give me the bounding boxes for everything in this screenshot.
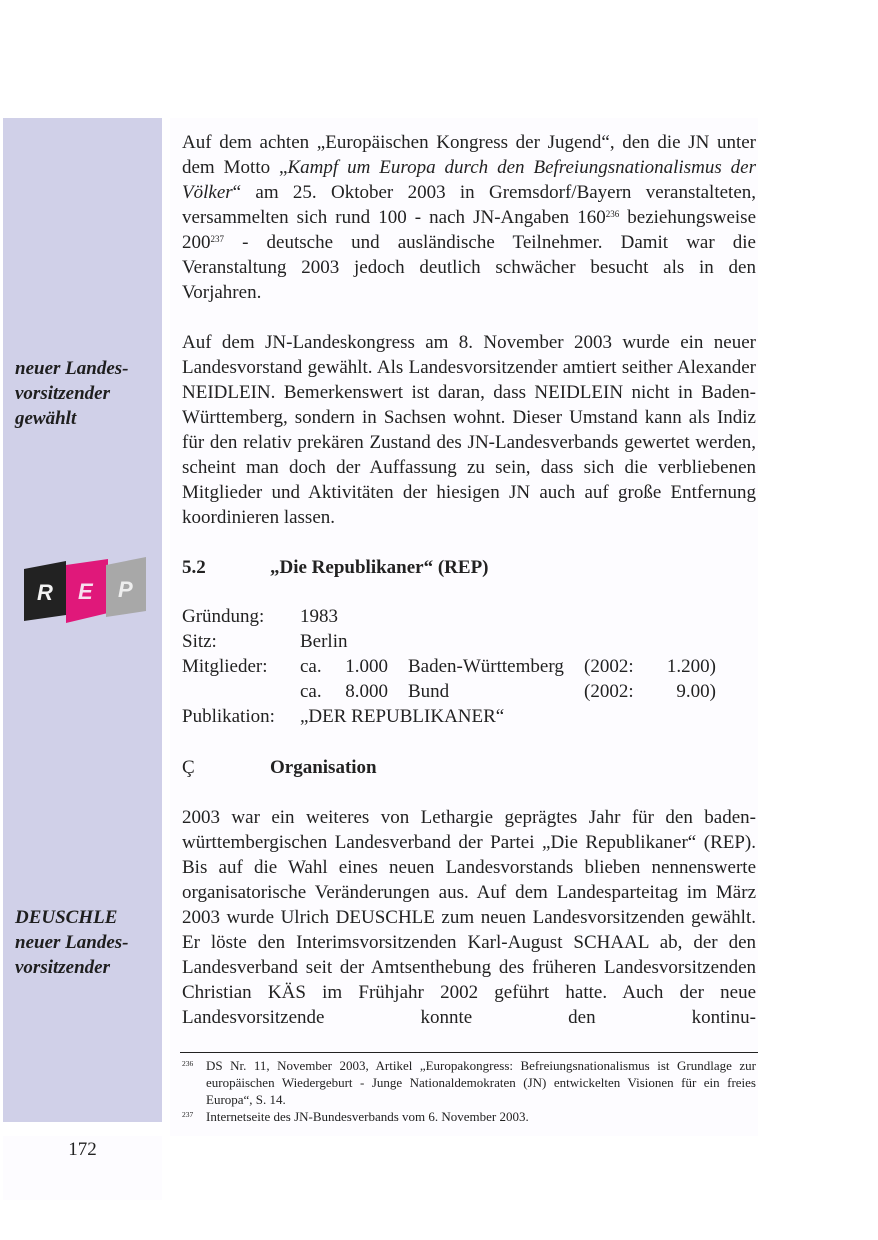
section-heading-republikaner (182, 555, 489, 580)
footnotes (182, 1057, 756, 1125)
paragraph-organisation: 2003 war ein weiteres von Lethargie geprägtes Jahr für den baden-württembergischen Landesverband der Partei „Die Republikaner“ (REP). Bis auf die Wahl eines neuen Landesvorstands blieben nennenswerte organisatorische Veränderungen aus. Auf dem Landesparteitag im März 2003 wurde Ulrich DEUSCHLE zum neuen Landesvorsitzenden gewählt. Er löste den Interimsvorsitzenden Karl-August SCHAAL ab, der den Landesverband seit der Amtsenthebung des früheren Landesvorsitzenden Christian KÄS im Frühjahr 2002 geführt hatte. Auch der neue Landesvorsitzende konnte den kontinu- (182, 807, 756, 1028)
margin-note-line: neuer Landes- (15, 932, 129, 953)
section-number: 5.2 (182, 557, 206, 578)
footnote-ref-237[interactable]: 237 (210, 234, 224, 244)
motto-italic: Kampf um Europa durch den Befreiungsnationalismus der Völker (182, 157, 756, 203)
footnote-237 (182, 1108, 756, 1125)
svg-text:E: E (78, 579, 93, 604)
section-title: „Die Republikaner“ (REP) (270, 557, 489, 578)
party-facts-table (182, 604, 716, 729)
subsection-title: Organisation (270, 757, 377, 778)
footnote-text: DS Nr. 11, November 2003, Artikel „Europakongress: Befreiungsnationalismus ist Grundlage zur europäischen Wiedergeburt - Junge Nationaldemokraten (JN) entwickelten Visionen für ein freies Europa“, S. 14. (206, 1058, 756, 1107)
subsection-marker: Ç (182, 757, 195, 778)
page-number: 172 (68, 1139, 97, 1160)
margin-note-line: vorsitzender (15, 383, 110, 404)
facts-row-seat: Sitz: Berlin (182, 631, 348, 652)
footnote-number: 237 (182, 1110, 194, 1119)
page-number-box (3, 1136, 162, 1200)
footnote-divider (180, 1052, 758, 1053)
margin-note-line: neuer Landes- (15, 358, 129, 379)
margin-note-line: vorsitzender (15, 957, 110, 978)
facts-row-founding: Gründung: 1983 (182, 606, 338, 627)
footnote-text: Internetseite des JN-Bundesverbands vom 6. November 2003. (206, 1109, 529, 1124)
margin-note-line: DEUSCHLE (15, 907, 118, 928)
paragraph-european-congress: Auf dem achten „Europäischen Kongress der Jugend“, den die JN unter dem Motto „Kampf um Europa durch den Befreiungsnationalismus der Völker“ am 25. Oktober 2003 in Gremsdorf/Bayern veranstalteten, versammelten sich rund 100 - nach JN-Angaben $160^{236}$ beziehungsweise $200^{237}$ - deutsche und ausländische Teilnehmer. Damit war die Veranstaltung 2003 jedoch deutlich schwächer besucht als in den Vorjahren. (182, 132, 757, 303)
svg-text:R: R (37, 580, 53, 605)
rep-party-logo (22, 557, 148, 623)
subsection-heading-organisation (182, 755, 377, 780)
paragraph-jn-state-congress: Auf dem JN-Landeskongress am 8. November 2003 wurde ein neuer Landesvorstand gewählt. Als Landesvorsitzender amtiert seither Alexander NEIDLEIN. Bemerkenswert ist daran, dass NEIDLEIN nicht in Baden-Württemberg, sondern in Sachsen wohnt. Dieser Umstand kann als Indiz für den relativ prekären Zustand des JN-Landesverbands gewertet werden, scheint man doch der Auffassung zu sein, dass sich die verbliebenen Mitglieder und Aktivitäten der hiesigen JN auch auf große Entfernung koordinieren lassen. (182, 332, 756, 528)
margin-note-line: gewählt (15, 408, 77, 429)
margin-note-new-chair-elected (15, 356, 155, 431)
footnote-ref-236[interactable]: 236 (605, 209, 620, 219)
footnote-236 (182, 1057, 756, 1108)
svg-text:P: P (118, 577, 133, 602)
facts-row-members-bw: Mitglieder: ca. 1.000 Baden-Württemberg (2002: 1.200) (182, 656, 716, 677)
facts-row-publication: Publikation: „DER REPUBLIKANER“ (182, 706, 505, 727)
margin-note-deuschle (15, 905, 155, 980)
footnote-number: 236 (182, 1059, 194, 1068)
facts-row-members-federal: ca. 8.000 Bund (2002: 9.00) (300, 681, 716, 702)
